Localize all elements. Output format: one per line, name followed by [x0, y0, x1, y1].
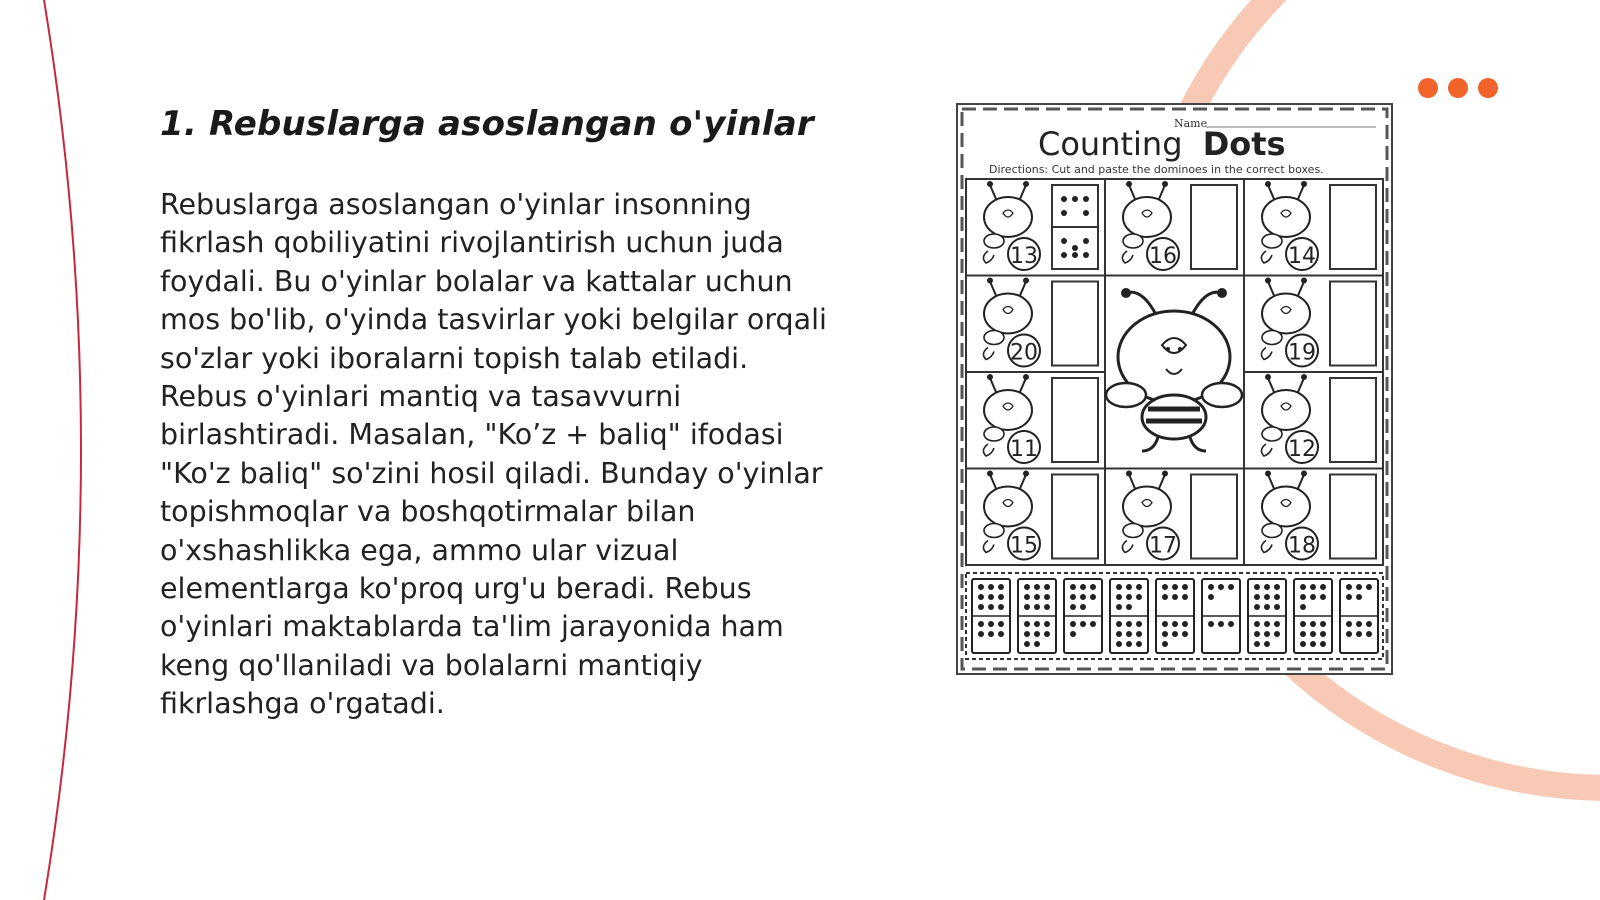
answer-box — [1052, 475, 1098, 559]
dot-icon — [1418, 78, 1438, 98]
worksheet-dominoes — [966, 573, 1383, 659]
dot-icon — [1448, 78, 1468, 98]
answer-box — [1330, 185, 1376, 269]
worksheet-title-counting: Counting — [1038, 125, 1183, 163]
bee-number: 17 — [1149, 533, 1177, 559]
answer-box — [1191, 185, 1237, 269]
svg-text:Counting Dots — [1038, 125, 1286, 163]
counting-dots-worksheet-image — [956, 103, 1393, 675]
answer-box — [1330, 282, 1376, 366]
answer-box — [1052, 378, 1098, 462]
three-dots-icon[interactable] — [1418, 78, 1508, 100]
worksheet-title-dots: Dots — [1202, 125, 1286, 163]
dot-icon — [1478, 78, 1498, 98]
bee-number: 19 — [1288, 340, 1316, 366]
worksheet-name-label: Name — [1174, 117, 1208, 130]
left-red-arc — [44, 0, 81, 900]
answer-box — [1330, 475, 1376, 559]
bee-number: 20 — [1010, 340, 1038, 366]
bee-number: 12 — [1288, 437, 1316, 462]
slide-body-text: Rebuslarga asoslangan o'yinlar insonning fikrlash qobiliyatini rivojlantirish uchun juda foydali. Bu o'yinlar bolalar va kattalar uchun mos bo'lib, o'yinda tasvirlar yoki belgilar orqali so'zlar yoki iboralarni topish talab etiladi. Rebus o'yinlari mantiq va tasavvurni birlashtiradi. Masalan, "Ko’z + baliq" ifodasi "Ko'z baliq" so'zini hosil qiladi. Bunday o'yinlar topishmoqlar va boshqotirmalar bilan o'xshashlikka ega, ammo ular vizual elementlarga ko'proq urg'u beradi. Rebus o'yinlari maktablarda ta'lim jarayonida ham keng qo'llaniladi va bolalarni mantiqiy fikrlashga o'rgatadi. — [160, 188, 827, 721]
bee-number: 14 — [1288, 244, 1316, 269]
answer-box — [1191, 475, 1237, 559]
bee-number: 16 — [1149, 244, 1177, 269]
answer-box — [1052, 282, 1098, 366]
bee-number: 13 — [1010, 244, 1038, 269]
bee-number: 11 — [1010, 437, 1038, 462]
bee-number: 15 — [1010, 533, 1038, 559]
bee-number: 18 — [1288, 533, 1316, 559]
slide-title: 1. Rebuslarga asoslangan o'yinlar — [160, 104, 814, 144]
worksheet-directions: Directions: Cut and paste the dominoes in the correct boxes. — [989, 163, 1324, 176]
answer-box — [1330, 378, 1376, 462]
